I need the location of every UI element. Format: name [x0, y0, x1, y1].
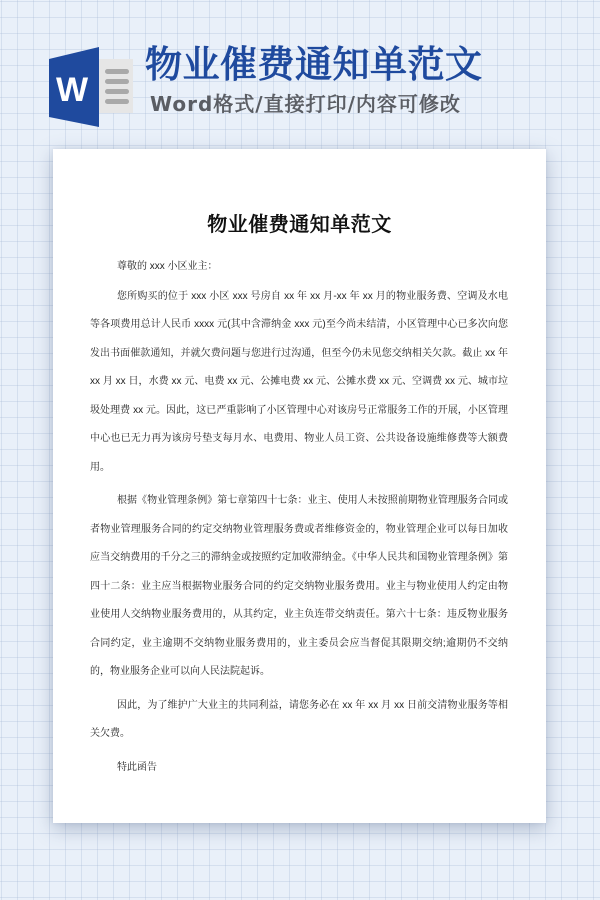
- document-body: [90, 253, 508, 782]
- paragraph-request: 因此，为了维护广大业主的共同利益，请您务必在 xx 年 xx 月 xx 日前交清物业服务等相关欠费。: [90, 699, 508, 739]
- banner-subtitle: Word格式/直接打印/内容可修改: [150, 92, 461, 116]
- svg-text:W: W: [56, 71, 89, 109]
- greeting-line: 尊敬的 xxx 小区业主：: [117, 261, 218, 272]
- banner-header: [0, 0, 600, 140]
- paragraph-arrears: 您所购买的位于 xxx 小区 xxx 号房自 xx 年 xx 月-xx 年 xx 月的物业服务费、空调及水电等各项费用总计人民币 xxxx 元(其中含滞纳金 xxx 元)至今尚未结清，小区管理中心已多次向您发出书面催款通知，并就欠费问题与您进行过沟通，但至今仍未见您交纳相关欠款。截止 xx 年 xx 月 xx 日，水费 xx 元、电费 xx 元、公摊电费 xx 元、公摊水费 xx 元、空调费 xx 元、城市垃圾处理费 xx 元。因此，这已严重影响了小区管理中心对该房号正常服务工作的开展，小区管理中心也已无力再为该房号垫支每月水、电费用、物业人员工资、公共设备设施维修费等大额费用。: [90, 290, 508, 473]
- word-document-icon: [47, 47, 135, 127]
- document-title: 物业催费通知单范文: [207, 212, 392, 236]
- paragraph-regulations: 根据《物业管理条例》第七章第四十七条：业主、使用人未按照前期物业管理服务合同或者物业管理服务合同的约定交纳物业管理服务费或者维修资金的，物业管理企业可以每日加收应当交纳费用的千分之三的滞纳金或按照约定加收滞纳金。《中华人民共和国物业管理条例》第四十二条：业主应当根据物业服务合同的约定交纳物业服务费用。业主与物业使用人约定由物业使用人交纳物业服务费用的，从其约定，业主负连带交纳责任。第六十七条：违反物业服务合同约定，业主逾期不交纳物业服务费用的，业主委员会应当督促其限期交纳;逾期仍不交纳的，物业服务企业可以向人民法院起诉。: [90, 495, 508, 677]
- closing-line: 特此函告: [117, 761, 157, 773]
- banner-title: 物业催费通知单范文: [145, 43, 483, 86]
- document-page: [53, 149, 546, 823]
